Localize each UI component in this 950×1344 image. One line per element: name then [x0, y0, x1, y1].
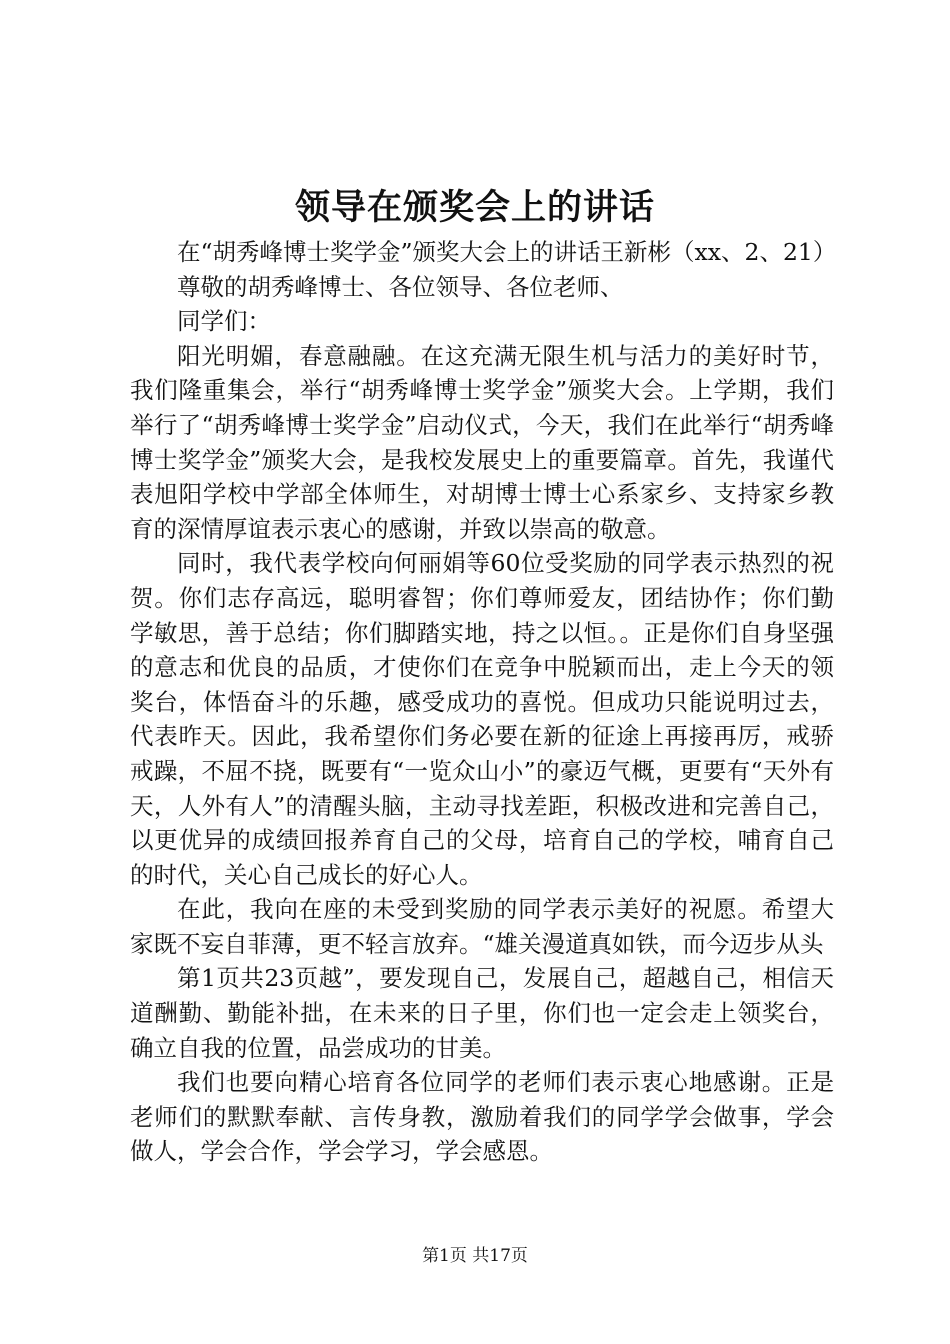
salutation-line: 尊敬的胡秀峰博士、各位领导、各位老师、: [177, 272, 624, 301]
page-footer: 第1页 共17页: [422, 1246, 528, 1266]
body-paragraph: 第1页共23页越”，要发现自己，发展自己，超越自己，相信天道酬勤、勤能补拙，在未来的日子里，你们也一定会走上领奖台，确立自我的位置，品尝成功的甘美。: [130, 964, 834, 1062]
body-paragraph: 同时，我代表学校向何丽娟等60位受奖励的同学表示热烈的祝贺。你们志存高远，聪明睿智；你们尊师爱友，团结协作；你们勤学敏思，善于总结；你们脚踏实地，持之以恒。。正是你们自身坚强的意志和优良的品质，才使你们在竞争中脱颖而出，走上今天的领奖台，体悟奋斗的乐趣，感受成功的喜悦。但成功只能说明过去，代表昨天。因此，我希望你们务必要在新的征途上再接再厉，戒骄戒躁，不屈不挠，既要有“一览众山小”的豪迈气概，更要有“天外有天，人外有人”的清醒头脑，主动寻找差距，积极改进和完善自己，以更优异的成绩回报养育自己的父母，培育自己的学校，哺育自己的时代，关心自己成长的好心人。: [130, 549, 834, 889]
speech-heading: 在“胡秀峰博士奖学金”颁奖大会上的讲话王新彬（xx、2、21）: [177, 238, 837, 266]
body-paragraph: 在此，我向在座的未受到奖励的同学表示美好的祝愿。希望大家既不妄自菲薄，更不轻言放弃。“雄关漫道真如铁，而今迈步从头: [130, 895, 834, 958]
body-paragraph: 我们也要向精心培育各位同学的老师们表示衷心地感谢。正是老师们的默默奉献、言传身教，激励着我们的同学学会做事，学会做人，学会合作，学会学习，学会感恩。: [130, 1068, 834, 1166]
body-paragraph: 阳光明媚，春意融融。在这充满无限生机与活力的美好时节，我们隆重集会，举行“胡秀峰博士奖学金”颁奖大会。上学期，我们举行了“胡秀峰博士奖学金”启动仪式，今天，我们在此举行“胡秀峰博士奖学金”颁奖大会，是我校发展史上的重要篇章。首先，我谨代表旭阳学校中学部全体师生，对胡博士博士心系家乡、支持家乡教育的深情厚谊表示衷心的感谢，并致以崇高的敬意。: [130, 341, 834, 543]
salutation-line: 同学们：: [177, 307, 271, 336]
document-title: 领导在颁奖会上的讲话: [294, 187, 655, 228]
document-body: [130, 235, 837, 1169]
